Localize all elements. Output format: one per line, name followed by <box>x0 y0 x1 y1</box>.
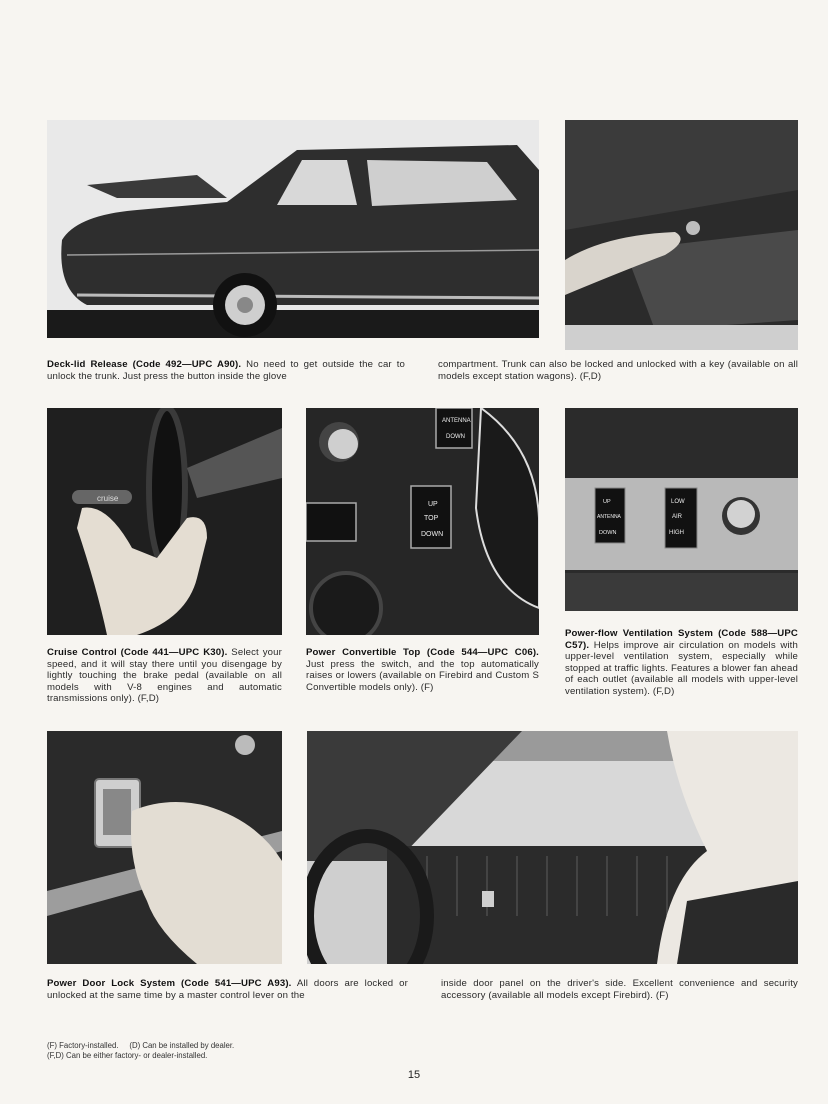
top-label: TOP <box>424 515 439 522</box>
photo-driver-door <box>307 731 798 964</box>
convertible-title: Power Convertible Top (Code 544—UPC C06). <box>306 647 539 658</box>
photo-convertible-switch <box>306 408 539 635</box>
cruise-title: Cruise Control (Code 441—UPC K30). <box>47 647 228 658</box>
cruise-stalk-label: cruise <box>97 494 119 503</box>
cruise-text: Select your speed, and it will stay there until you disengage by lightly touching the brake pedal (available on all models with V-8 engines and automatic transmissions only). (F,D) <box>47 647 282 705</box>
footnote-line-1 <box>47 1041 347 1051</box>
antenna-label: ANTENNA <box>442 418 471 424</box>
door-lock-text-right: inside door panel on the driver's side. Excellent convenience and security accessory (available all models except Firebird). (F) <box>441 978 798 1001</box>
convertible-text: Just press the switch, and the top automatically raises or lowers (available on Firebird and Custom S Convertible models only). (F) <box>306 658 539 693</box>
vent-high-label: HIGH <box>669 530 684 536</box>
footnotes <box>47 1041 347 1060</box>
ventilation-text: Helps improve air circulation on models with upper-level ventilation system, especially while stopped at traffic lights. Features a blower fan ahead of each outlet (available all models with upper-level ventilation system). (F,D) <box>565 639 798 697</box>
top-down-label: DOWN <box>421 531 444 538</box>
footnote-dealer: (D) Can be installed by dealer. <box>129 1041 235 1050</box>
door-lock-title: Power Door Lock System (Code 541—UPC A93). <box>47 978 292 989</box>
top-up-label: UP <box>428 501 438 508</box>
caption-door-lock-left <box>47 978 408 1001</box>
vent-down-label: DOWN <box>599 530 617 536</box>
photo-ventilation-panel <box>565 408 798 611</box>
ventilation-title: Power-flow Ventilation System (Code 588—UPC C57). <box>565 628 798 651</box>
footnote-line-2: (F,D) Can be either factory- or dealer-installed. <box>47 1050 208 1060</box>
photo-glove-compartment <box>565 120 798 350</box>
photo-cruise-control <box>47 408 282 635</box>
photo-door-lock <box>47 731 282 964</box>
caption-door-lock-right <box>441 978 798 1001</box>
caption-ventilation <box>565 628 798 698</box>
footnote-factory: (F) Factory-installed. <box>47 1041 119 1050</box>
antenna-down-label: DOWN <box>446 434 465 440</box>
page-number: 15 <box>407 1069 421 1081</box>
vent-antenna-label: ANTENNA <box>597 514 621 520</box>
vent-air-label: AIR <box>672 514 683 520</box>
vent-up-label: UP <box>603 499 611 505</box>
caption-cruise-control <box>47 647 282 705</box>
deck-lid-text-left: No need to get outside the car to unlock the trunk. Just press the button inside the glove <box>47 359 405 382</box>
vent-low-label: LOW <box>671 499 685 505</box>
caption-convertible-top <box>306 647 539 693</box>
deck-lid-text-right: compartment. Trunk can also be locked and unlocked with a key (available on all models except station wagons). (F,D) <box>438 359 798 382</box>
caption-deck-lid-left <box>47 359 405 382</box>
door-lock-text-left: All doors are locked or unlocked at the same time by a master control lever on the <box>47 978 408 1001</box>
caption-deck-lid-right <box>438 359 798 382</box>
photo-car-side <box>47 120 539 338</box>
deck-lid-title: Deck-lid Release (Code 492—UPC A90). <box>47 359 242 370</box>
